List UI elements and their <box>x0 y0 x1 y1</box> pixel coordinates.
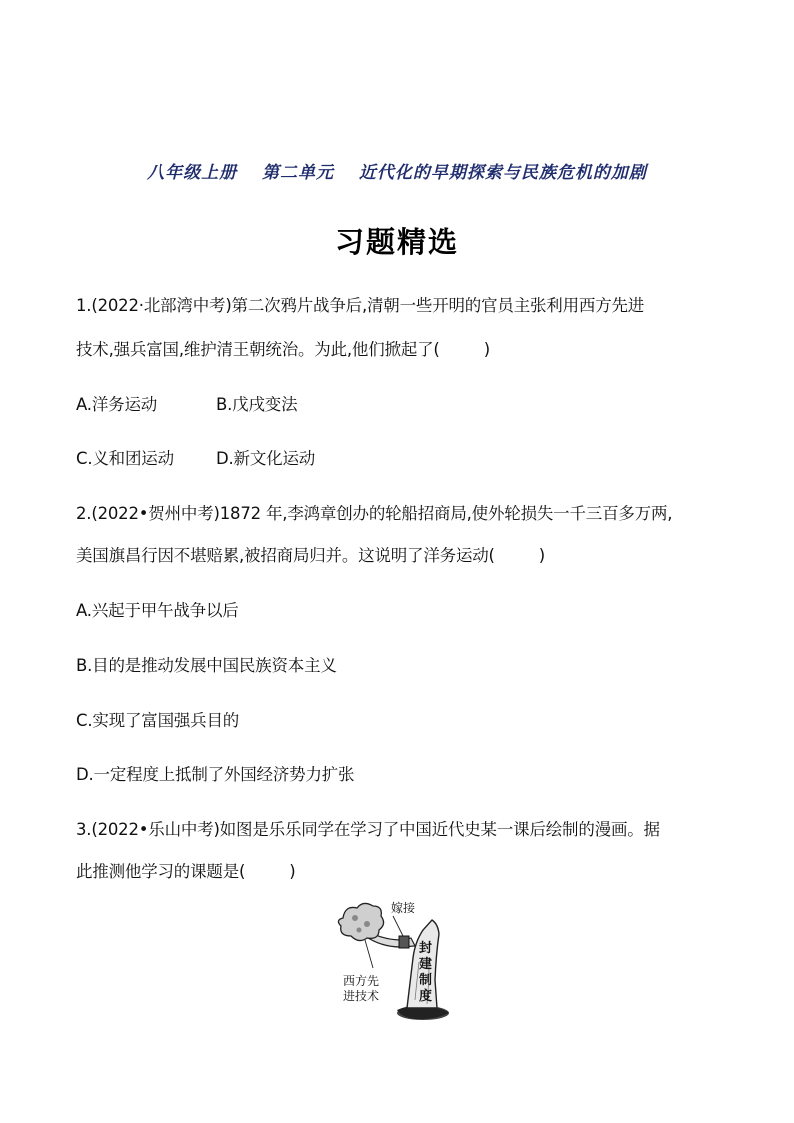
trunk-char-4: 度 <box>419 989 433 1004</box>
q1-line-1: 1.(2022·北部湾中考)第二次鸦片战争后,清朝一些开明的官员主张利用西方先进 <box>76 296 645 315</box>
section-header <box>0 158 794 183</box>
technology-label-line1: 西方先 <box>343 974 380 988</box>
q2-option-b[interactable]: B.目的是推动发展中国民族资本主义 <box>76 656 337 675</box>
q2-close-paren: ) <box>538 546 546 565</box>
q3-line-2-text: 此推测他学习的课题是( <box>76 862 246 881</box>
q1-option-c[interactable]: C.义和团运动 <box>76 449 174 468</box>
q3-close-paren: ) <box>289 862 296 881</box>
q1-option-a[interactable]: A.洋务运动 <box>76 395 158 414</box>
q2-line-1: 2.(2022•贺州中考)1872 年,李鸿章创办的轮船招商局,使外轮损失一千三百多万两, <box>76 504 673 523</box>
q2-option-c[interactable]: C.实现了富国强兵目的 <box>76 711 240 730</box>
foliage-cloud <box>338 903 383 940</box>
technology-label-line2: 进技术 <box>343 989 380 1003</box>
foliage-spot <box>357 928 362 933</box>
q1-line-2 <box>76 336 490 360</box>
technology-pointer-line <box>365 940 373 968</box>
q2-option-a[interactable]: A.兴起于甲午战争以后 <box>76 601 239 620</box>
q3-line-2 <box>76 858 296 882</box>
q1-close-paren: ) <box>483 340 490 359</box>
trunk-char-3: 制 <box>419 973 433 988</box>
q2-option-d[interactable]: D.一定程度上抵制了外国经济势力扩张 <box>76 765 355 784</box>
trunk-char-2: 建 <box>419 957 433 972</box>
q2-line-2-text: 美国旗昌行因不堪赔累,被招商局归并。这说明了洋务运动( <box>76 546 495 565</box>
page-title: 习题精选 <box>334 225 459 259</box>
foliage-spot <box>364 921 370 927</box>
q3-line-1: 3.(2022•乐山中考)如图是乐乐同学在学习了中国近代史某一课后绘制的漫画。据 <box>76 820 660 839</box>
q1-options-row-2 <box>76 445 316 469</box>
trunk-char-1: 封 <box>419 941 433 956</box>
grafting-cartoon-illustration <box>335 900 460 1030</box>
topic-label: 近代化的早期探索与民族危机的加剧 <box>358 163 647 183</box>
unit-label: 第二单元 <box>262 163 334 183</box>
q1-option-b[interactable]: B.戊戌变法 <box>216 395 298 414</box>
graft-pointer-line <box>393 916 403 936</box>
q1-line-2-text: 技术,强兵富国,维护清王朝统治。为此,他们掀起了( <box>76 340 440 359</box>
q1-options-row-1 <box>76 391 298 415</box>
graft-joint <box>399 936 409 948</box>
q1-option-d[interactable]: D.新文化运动 <box>216 449 316 468</box>
foliage-spot <box>352 915 358 921</box>
q2-line-2 <box>76 542 545 566</box>
graft-label: 嫁接 <box>391 901 416 915</box>
grade-label: 八年级上册 <box>147 163 238 183</box>
